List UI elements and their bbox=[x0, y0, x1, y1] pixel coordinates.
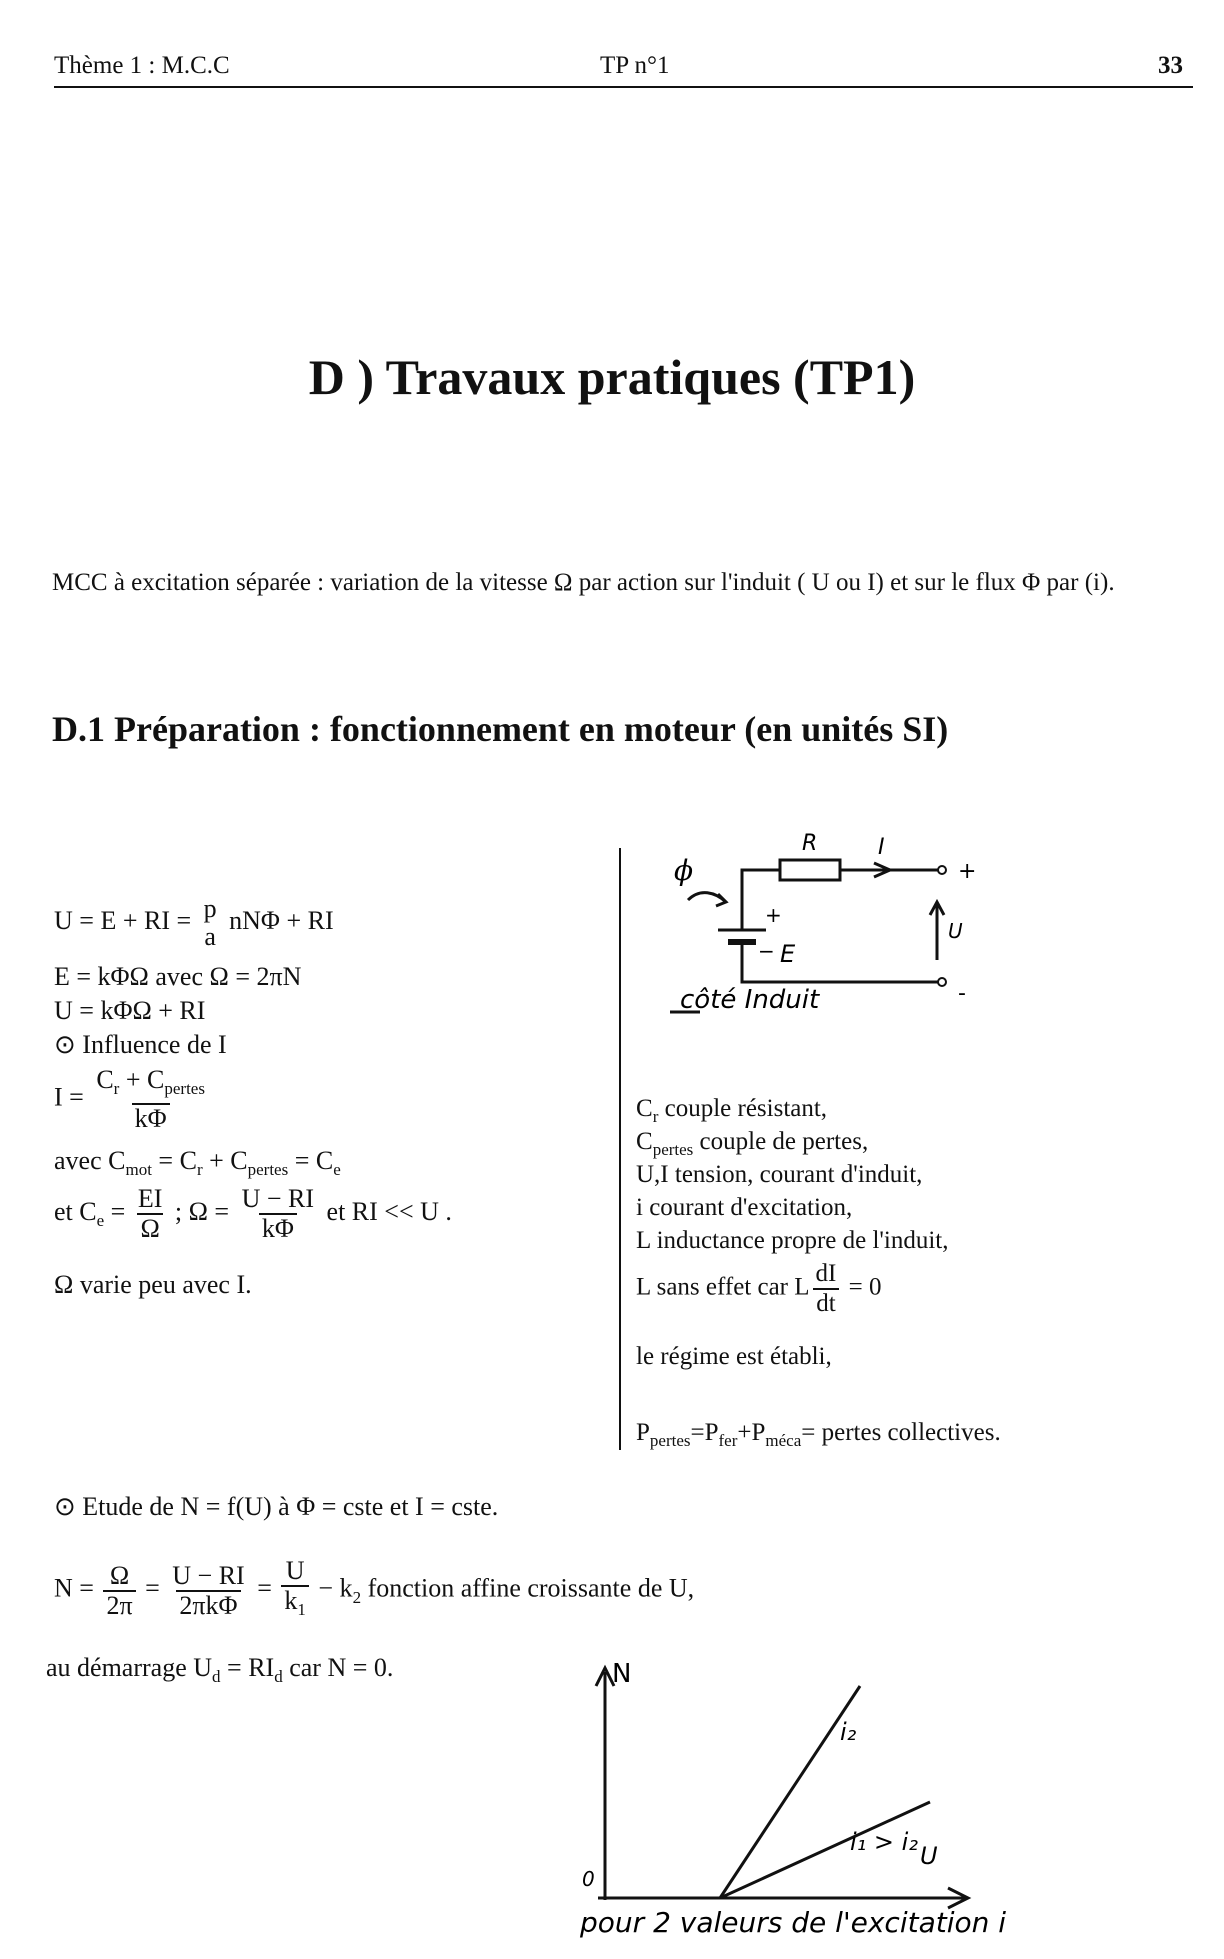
equation-u-expanded: U = kΦΩ + RI bbox=[54, 996, 206, 1025]
equation-n: N = $\frac{\Omega}{2\pi}$ = $\frac{U - RI}{\text{2πkΦ}}$ = $\frac{U}{k_1}$ − $k_2$ fonction affine croissante de U, bbox=[54, 1557, 694, 1624]
definition-pertes: $P_{pertes}=P_{fer}+P_{méca}=$ pertes collectives. bbox=[636, 1419, 1001, 1450]
origin-label: 0 bbox=[582, 1867, 595, 1891]
definition-cpertes: $C_{pertes}$ couple de pertes, bbox=[636, 1128, 869, 1159]
y-axis-label: N bbox=[612, 1659, 632, 1689]
equation-u: U = E + RI = p a nNΦ + RI bbox=[54, 894, 334, 951]
lower-line-label: i₁ > i₂ bbox=[850, 1828, 918, 1856]
minus-source-label: − bbox=[758, 939, 775, 963]
page-number: 33 bbox=[1158, 52, 1183, 79]
header-theme: Thème 1 : M.C.C bbox=[54, 52, 230, 79]
definition-regime: le régime est établi, bbox=[636, 1343, 832, 1370]
definition-l-effect: L sans effet car L $\frac{dI}{dt}$ = 0 bbox=[636, 1260, 882, 1317]
intro-paragraph: MCC à excitation séparée : variation de la vitesse Ω par action sur l'induit ( U ou I) et sur le flux Φ par (i). bbox=[52, 569, 1115, 596]
graph-n-of-u bbox=[570, 1650, 1070, 1940]
definition-ui: U,I tension, courant d'induit, bbox=[636, 1161, 923, 1188]
plus-source-label: + bbox=[765, 903, 782, 927]
u-label: U bbox=[948, 919, 963, 943]
plus-terminal-label: + bbox=[958, 859, 977, 884]
equation-i: I = $\frac{C_r + C_{pertes}}{k\Phi}$ bbox=[54, 1065, 205, 1134]
equation-e: E = kΦΩ avec Ω = 2πN bbox=[54, 962, 302, 991]
header-rule bbox=[54, 86, 1193, 88]
omega-varies-note: Ω varie peu avec I. bbox=[54, 1270, 252, 1299]
minus-terminal-label: - bbox=[958, 981, 966, 1006]
fraction-p-over-a: p a bbox=[203, 894, 217, 951]
study-heading: ⊙ Etude de N = f(U) à Φ = cste et I = cste. bbox=[54, 1492, 499, 1521]
circuit-diagram bbox=[660, 830, 980, 1020]
x-axis-label: U bbox=[920, 1842, 938, 1870]
cote-induit-label: côté Induit bbox=[680, 985, 820, 1015]
header-tp: TP n°1 bbox=[600, 52, 670, 79]
equation-couples: avec $C_{mot} = C_r + C_{pertes} = C_e$ bbox=[54, 1146, 341, 1180]
upper-line-label: i₂ bbox=[840, 1718, 857, 1746]
e-label: E bbox=[780, 940, 796, 968]
definition-cr: $C_r$ couple résistant, bbox=[636, 1095, 828, 1126]
terminal-bottom bbox=[938, 978, 946, 986]
r-label: R bbox=[802, 831, 818, 856]
section-heading: D.1 Préparation : fonctionnement en moteur (en unités SI) bbox=[52, 709, 949, 749]
i-label: I bbox=[878, 835, 885, 860]
graph-caption: pour 2 valeurs de l'excitation i bbox=[580, 1906, 1007, 1939]
startup-note: au démarrage $U_d = RI_d$ car N = 0. bbox=[46, 1653, 394, 1687]
terminal-top bbox=[938, 866, 946, 874]
definition-l: L inductance propre de l'induit, bbox=[636, 1227, 949, 1254]
definition-i: i courant d'excitation, bbox=[636, 1194, 853, 1221]
page-title: D ) Travaux pratiques (TP1) bbox=[308, 349, 916, 405]
column-separator bbox=[619, 848, 621, 1450]
equation-ce-omega: et $C_e$ = $\frac{EI}{\Omega}$ ; Ω = $\frac{U - RI}{k\Phi}$ et RI << U . bbox=[54, 1184, 452, 1243]
phi-label: ϕ bbox=[674, 854, 694, 887]
influence-i-heading: ⊙ Influence de I bbox=[54, 1030, 227, 1059]
